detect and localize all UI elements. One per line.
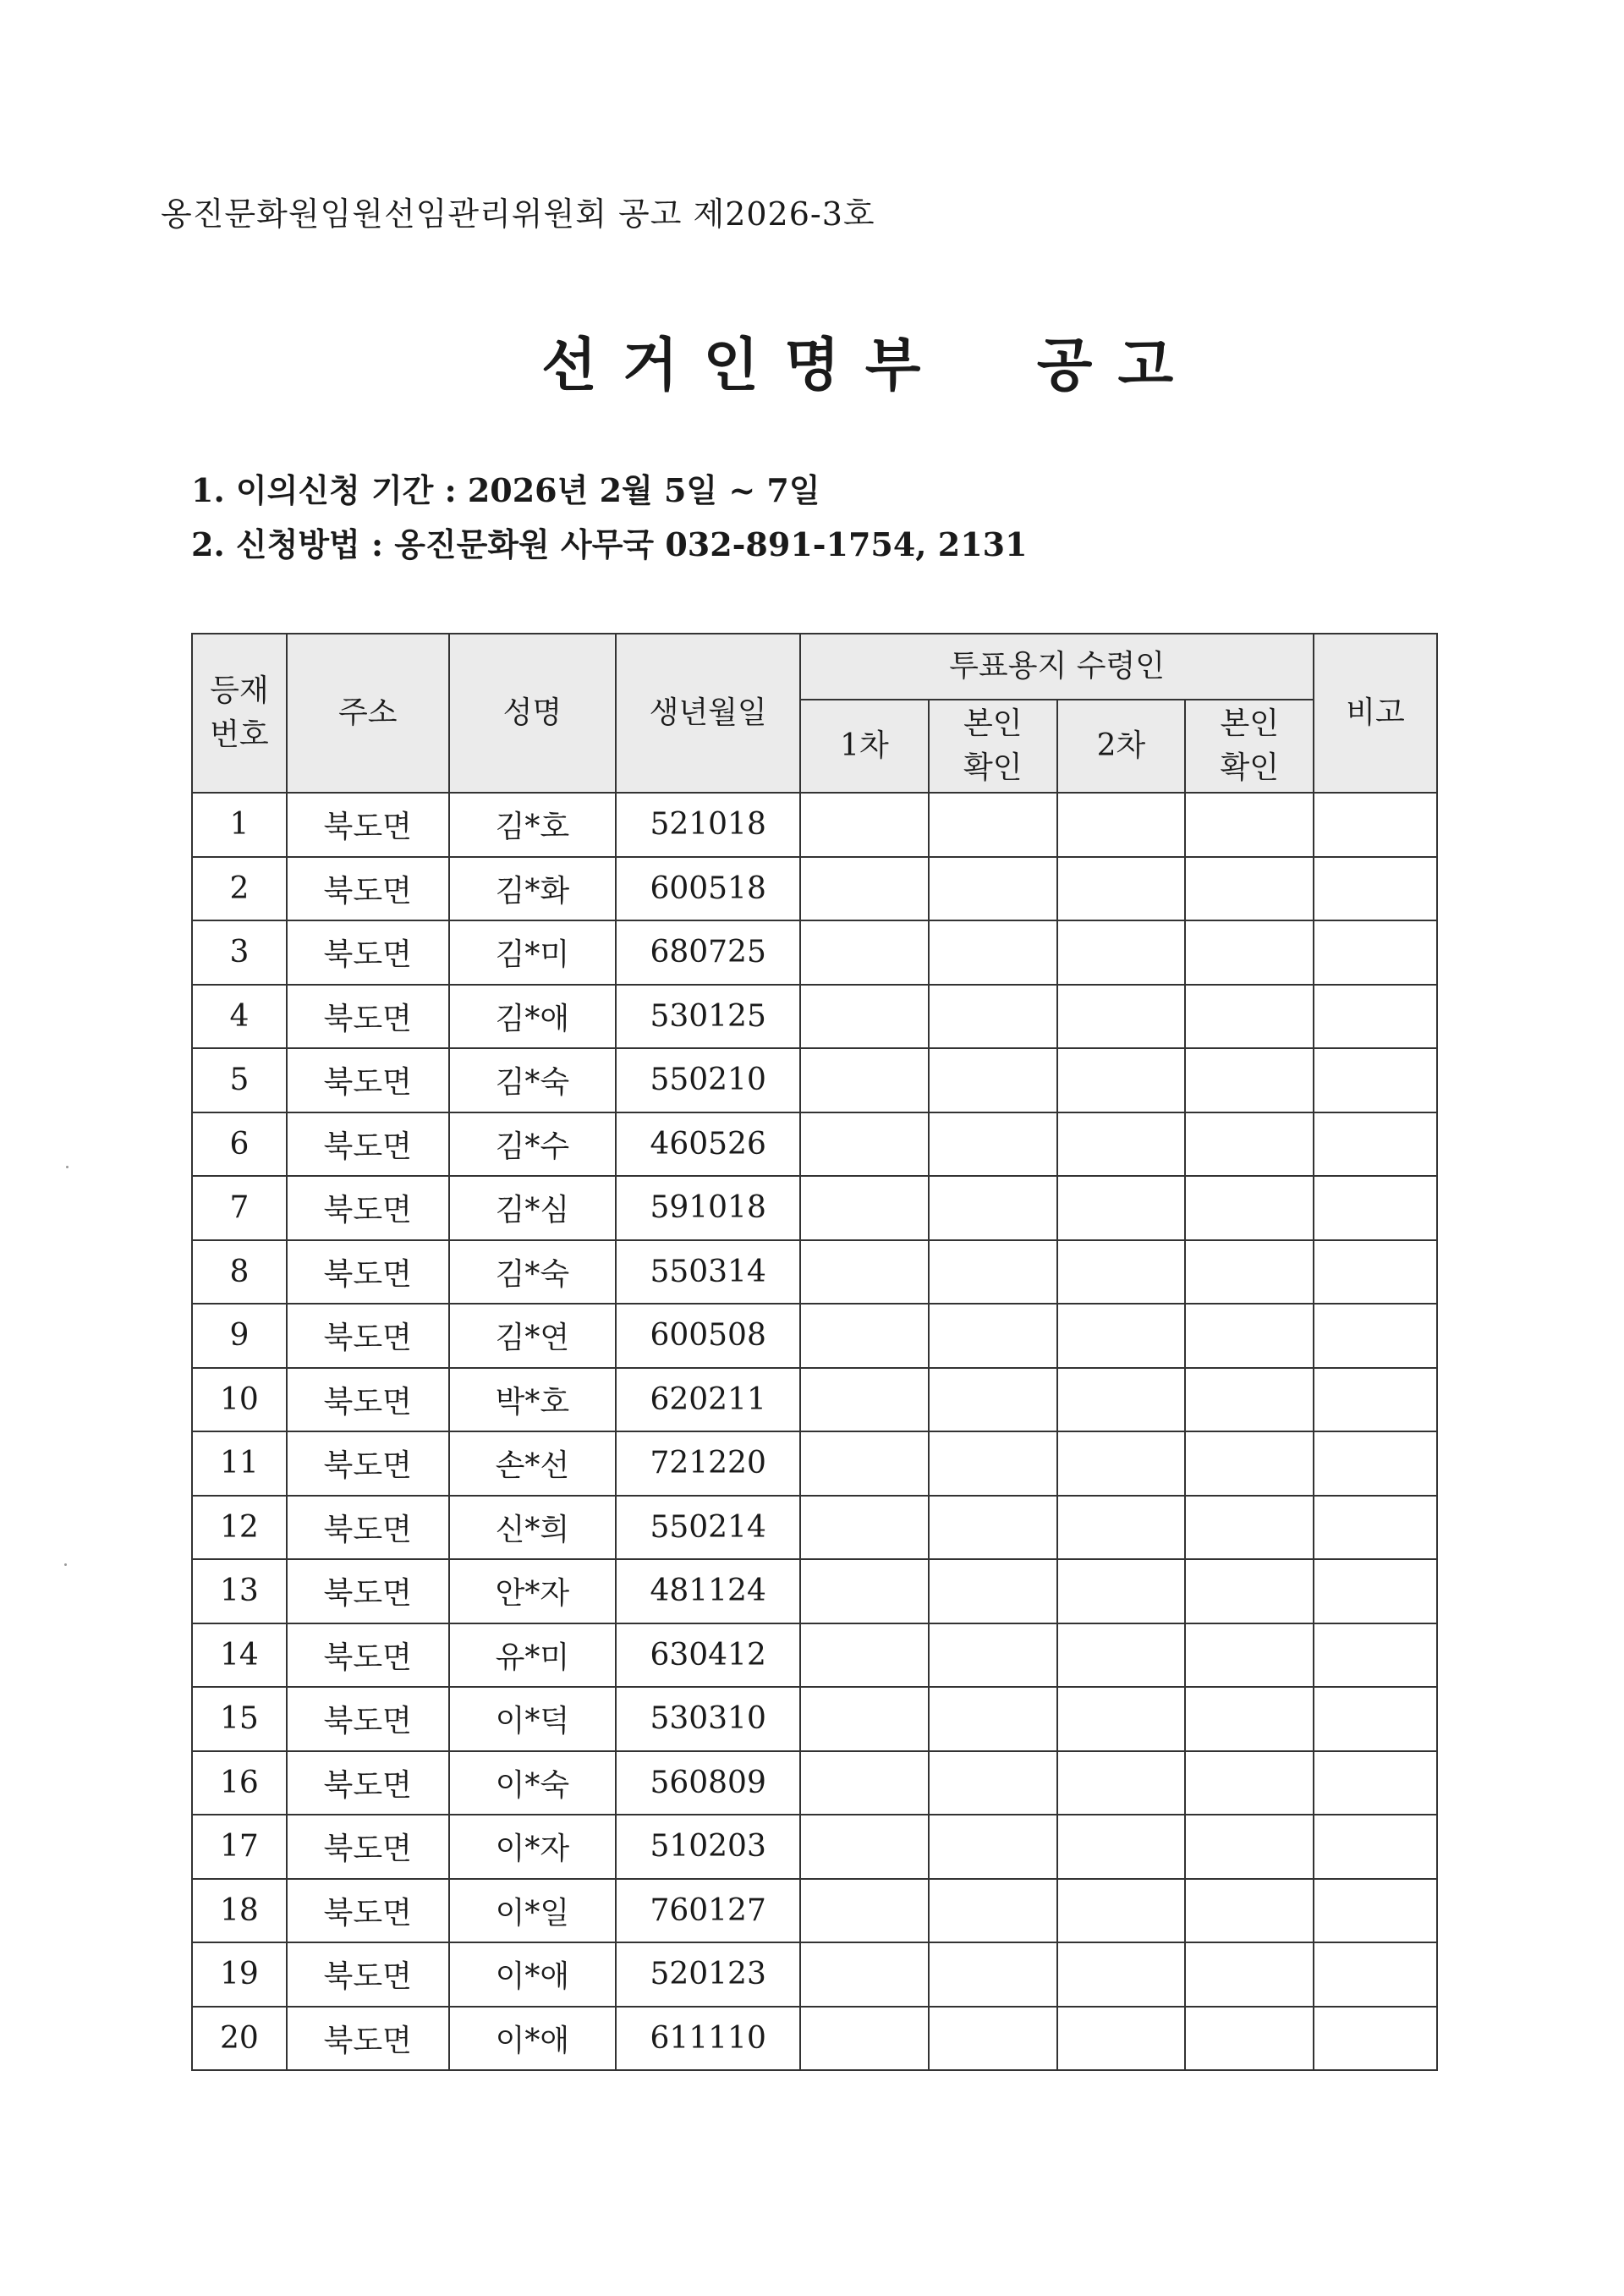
row-name: 김*호 [449, 793, 617, 857]
row-round2-cell [1057, 857, 1186, 921]
row-confirm1-cell [929, 1496, 1057, 1560]
row-birthdate: 550314 [616, 1240, 800, 1305]
row-address: 북도면 [287, 857, 449, 921]
header-name: 성명 [449, 634, 617, 793]
row-note-cell [1314, 1942, 1437, 2007]
row-address: 북도면 [287, 1879, 449, 1943]
row-note-cell [1314, 1559, 1437, 1623]
row-confirm2-cell [1185, 1496, 1314, 1560]
row-birthdate: 591018 [616, 1176, 800, 1240]
row-round1-cell [800, 2007, 929, 2071]
row-number: 19 [192, 1942, 287, 2007]
table-row [192, 1496, 1437, 1560]
row-address: 북도면 [287, 1751, 449, 1815]
table-row [192, 2007, 1437, 2071]
row-birthdate: 481124 [616, 1559, 800, 1623]
row-round1-cell [800, 985, 929, 1049]
row-name: 김*애 [449, 985, 617, 1049]
header-confirm1: 본인 확인 [929, 700, 1057, 793]
row-birthdate: 550214 [616, 1496, 800, 1560]
row-confirm1-cell [929, 2007, 1057, 2071]
row-birthdate: 760127 [616, 1879, 800, 1943]
row-note-cell [1314, 1879, 1437, 1943]
row-round1-cell [800, 1496, 929, 1560]
row-round2-cell [1057, 1112, 1186, 1177]
row-birthdate: 620211 [616, 1368, 800, 1432]
row-round1-cell [800, 1815, 929, 1879]
row-confirm2-cell [1185, 1176, 1314, 1240]
row-round1-cell [800, 1431, 929, 1496]
notice-number: 옹진문화원임원선임관리위원회 공고 제2026-3호 [161, 195, 875, 233]
table-row [192, 1751, 1437, 1815]
header-ballot-receiver: 투표용지 수령인 [800, 634, 1314, 700]
row-address: 북도면 [287, 1176, 449, 1240]
row-birthdate: 460526 [616, 1112, 800, 1177]
row-round1-cell [800, 1368, 929, 1432]
row-address: 북도면 [287, 920, 449, 985]
application-method: 2. 신청방법 : 옹진문화원 사무국 032-891-1754, 2131 [191, 525, 1028, 563]
row-number: 15 [192, 1687, 287, 1751]
row-round1-cell [800, 1240, 929, 1305]
row-number: 5 [192, 1048, 287, 1112]
table-row [192, 1623, 1437, 1688]
row-round2-cell [1057, 1176, 1186, 1240]
row-name: 유*미 [449, 1623, 617, 1688]
row-note-cell [1314, 1815, 1437, 1879]
table-row [192, 985, 1437, 1049]
header-registration-number: 등재 번호 [192, 634, 287, 793]
row-round2-cell [1057, 1368, 1186, 1432]
row-round1-cell [800, 1942, 929, 2007]
row-note-cell [1314, 1623, 1437, 1688]
row-confirm2-cell [1185, 1559, 1314, 1623]
row-note-cell [1314, 1048, 1437, 1112]
row-round2-cell [1057, 1048, 1186, 1112]
table-row [192, 1240, 1437, 1305]
row-birthdate: 600508 [616, 1304, 800, 1368]
row-round1-cell [800, 920, 929, 985]
row-confirm1-cell [929, 1879, 1057, 1943]
row-address: 북도면 [287, 1623, 449, 1688]
row-round1-cell [800, 857, 929, 921]
row-number: 11 [192, 1431, 287, 1496]
row-number: 3 [192, 920, 287, 985]
row-round1-cell [800, 1687, 929, 1751]
row-round2-cell [1057, 1815, 1186, 1879]
row-round2-cell [1057, 920, 1186, 985]
row-number: 8 [192, 1240, 287, 1305]
row-note-cell [1314, 793, 1437, 857]
row-name: 이*일 [449, 1879, 617, 1943]
row-confirm1-cell [929, 1623, 1057, 1688]
scan-speck [66, 1166, 69, 1168]
table-row [192, 1112, 1437, 1177]
row-confirm1-cell [929, 1751, 1057, 1815]
row-confirm2-cell [1185, 1368, 1314, 1432]
table-row [192, 1304, 1437, 1368]
row-number: 4 [192, 985, 287, 1049]
row-confirm1-cell [929, 1240, 1057, 1305]
row-note-cell [1314, 1176, 1437, 1240]
row-round1-cell [800, 1048, 929, 1112]
row-address: 북도면 [287, 1368, 449, 1432]
row-birthdate: 510203 [616, 1815, 800, 1879]
voter-roster-table [191, 633, 1438, 2071]
row-name: 이*덕 [449, 1687, 617, 1751]
row-note-cell [1314, 1496, 1437, 1560]
row-round1-cell [800, 1304, 929, 1368]
row-number: 12 [192, 1496, 287, 1560]
table-row [192, 1048, 1437, 1112]
row-confirm2-cell [1185, 1112, 1314, 1177]
row-address: 북도면 [287, 985, 449, 1049]
row-name: 김*숙 [449, 1240, 617, 1305]
row-confirm1-cell [929, 1942, 1057, 2007]
row-number: 10 [192, 1368, 287, 1432]
row-note-cell [1314, 1304, 1437, 1368]
row-round2-cell [1057, 1431, 1186, 1496]
row-round1-cell [800, 1176, 929, 1240]
row-confirm1-cell [929, 793, 1057, 857]
row-confirm2-cell [1185, 1687, 1314, 1751]
row-note-cell [1314, 857, 1437, 921]
row-note-cell [1314, 1112, 1437, 1177]
row-number: 1 [192, 793, 287, 857]
table-row [192, 1368, 1437, 1432]
row-name: 박*호 [449, 1368, 617, 1432]
header-confirm2: 본인 확인 [1185, 700, 1314, 793]
row-address: 북도면 [287, 2007, 449, 2071]
row-confirm1-cell [929, 1368, 1057, 1432]
row-note-cell [1314, 985, 1437, 1049]
table-row [192, 1431, 1437, 1496]
row-confirm1-cell [929, 1112, 1057, 1177]
objection-period: 1. 이의신청 기간 : 2026년 2월 5일 ~ 7일 [191, 471, 820, 509]
row-birthdate: 530125 [616, 985, 800, 1049]
row-name: 이*애 [449, 1942, 617, 2007]
row-round2-cell [1057, 1942, 1186, 2007]
row-round2-cell [1057, 2007, 1186, 2071]
row-name: 김*연 [449, 1304, 617, 1368]
row-name: 이*자 [449, 1815, 617, 1879]
row-birthdate: 680725 [616, 920, 800, 985]
row-confirm1-cell [929, 985, 1057, 1049]
row-birthdate: 530310 [616, 1687, 800, 1751]
row-confirm2-cell [1185, 1815, 1314, 1879]
row-confirm2-cell [1185, 920, 1314, 985]
row-confirm2-cell [1185, 2007, 1314, 2071]
row-round2-cell [1057, 985, 1186, 1049]
row-name: 김*화 [449, 857, 617, 921]
row-name: 김*숙 [449, 1048, 617, 1112]
roster-body [192, 793, 1437, 2070]
row-birthdate: 560809 [616, 1751, 800, 1815]
row-name: 이*애 [449, 2007, 617, 2071]
row-address: 북도면 [287, 1815, 449, 1879]
row-confirm2-cell [1185, 793, 1314, 857]
row-note-cell [1314, 1687, 1437, 1751]
row-number: 18 [192, 1879, 287, 1943]
row-confirm1-cell [929, 1815, 1057, 1879]
row-birthdate: 550210 [616, 1048, 800, 1112]
row-address: 북도면 [287, 1496, 449, 1560]
row-confirm1-cell [929, 857, 1057, 921]
header-note: 비고 [1314, 634, 1437, 793]
row-birthdate: 600518 [616, 857, 800, 921]
row-number: 2 [192, 857, 287, 921]
row-round1-cell [800, 793, 929, 857]
row-round2-cell [1057, 1304, 1186, 1368]
header-birthdate: 생년월일 [616, 634, 800, 793]
row-note-cell [1314, 1431, 1437, 1496]
notice-info [191, 464, 1028, 572]
row-round2-cell [1057, 1496, 1186, 1560]
row-note-cell [1314, 1240, 1437, 1305]
table-row [192, 920, 1437, 985]
row-confirm1-cell [929, 1559, 1057, 1623]
row-number: 14 [192, 1623, 287, 1688]
row-confirm1-cell [929, 1431, 1057, 1496]
row-number: 20 [192, 2007, 287, 2071]
row-name: 김*수 [449, 1112, 617, 1177]
row-confirm2-cell [1185, 1048, 1314, 1112]
header-round1: 1차 [800, 700, 929, 793]
row-round2-cell [1057, 1751, 1186, 1815]
row-name: 손*선 [449, 1431, 617, 1496]
row-number: 13 [192, 1559, 287, 1623]
row-round2-cell [1057, 1623, 1186, 1688]
row-name: 이*숙 [449, 1751, 617, 1815]
row-round2-cell [1057, 793, 1186, 857]
row-round2-cell [1057, 1879, 1186, 1943]
row-confirm2-cell [1185, 1431, 1314, 1496]
row-confirm2-cell [1185, 1240, 1314, 1305]
row-round1-cell [800, 1623, 929, 1688]
table-row [192, 1687, 1437, 1751]
row-confirm2-cell [1185, 1879, 1314, 1943]
row-round1-cell [800, 1751, 929, 1815]
row-address: 북도면 [287, 1240, 449, 1305]
row-confirm2-cell [1185, 1942, 1314, 2007]
row-address: 북도면 [287, 1687, 449, 1751]
row-address: 북도면 [287, 1431, 449, 1496]
row-confirm1-cell [929, 1048, 1057, 1112]
row-confirm2-cell [1185, 1751, 1314, 1815]
table-row [192, 1559, 1437, 1623]
row-name: 신*희 [449, 1496, 617, 1560]
row-round1-cell [800, 1879, 929, 1943]
row-address: 북도면 [287, 1942, 449, 2007]
row-name: 안*자 [449, 1559, 617, 1623]
row-address: 북도면 [287, 1559, 449, 1623]
row-number: 7 [192, 1176, 287, 1240]
row-note-cell [1314, 1751, 1437, 1815]
row-round1-cell [800, 1112, 929, 1177]
row-confirm1-cell [929, 1687, 1057, 1751]
row-confirm2-cell [1185, 1304, 1314, 1368]
row-name: 김*미 [449, 920, 617, 985]
table-row [192, 1879, 1437, 1943]
row-birthdate: 611110 [616, 2007, 800, 2071]
row-confirm1-cell [929, 920, 1057, 985]
row-note-cell [1314, 920, 1437, 985]
row-number: 17 [192, 1815, 287, 1879]
row-confirm2-cell [1185, 857, 1314, 921]
row-number: 6 [192, 1112, 287, 1177]
row-address: 북도면 [287, 793, 449, 857]
row-round2-cell [1057, 1559, 1186, 1623]
table-row [192, 1942, 1437, 2007]
table-row [192, 1815, 1437, 1879]
row-note-cell [1314, 2007, 1437, 2071]
row-birthdate: 520123 [616, 1942, 800, 2007]
row-confirm2-cell [1185, 1623, 1314, 1688]
document-title: 선거인명부 공고 [541, 332, 1199, 399]
row-number: 16 [192, 1751, 287, 1815]
row-confirm1-cell [929, 1304, 1057, 1368]
row-round2-cell [1057, 1687, 1186, 1751]
table-row [192, 857, 1437, 921]
header-round2: 2차 [1057, 700, 1186, 793]
row-confirm2-cell [1185, 985, 1314, 1049]
row-round2-cell [1057, 1240, 1186, 1305]
scan-speck [64, 1563, 67, 1566]
row-address: 북도면 [287, 1048, 449, 1112]
header-address: 주소 [287, 634, 449, 793]
row-name: 김*심 [449, 1176, 617, 1240]
row-birthdate: 721220 [616, 1431, 800, 1496]
row-birthdate: 521018 [616, 793, 800, 857]
row-round1-cell [800, 1559, 929, 1623]
row-note-cell [1314, 1368, 1437, 1432]
row-birthdate: 630412 [616, 1623, 800, 1688]
row-number: 9 [192, 1304, 287, 1368]
table-row [192, 1176, 1437, 1240]
row-address: 북도면 [287, 1304, 449, 1368]
row-confirm1-cell [929, 1176, 1057, 1240]
row-address: 북도면 [287, 1112, 449, 1177]
table-row [192, 793, 1437, 857]
